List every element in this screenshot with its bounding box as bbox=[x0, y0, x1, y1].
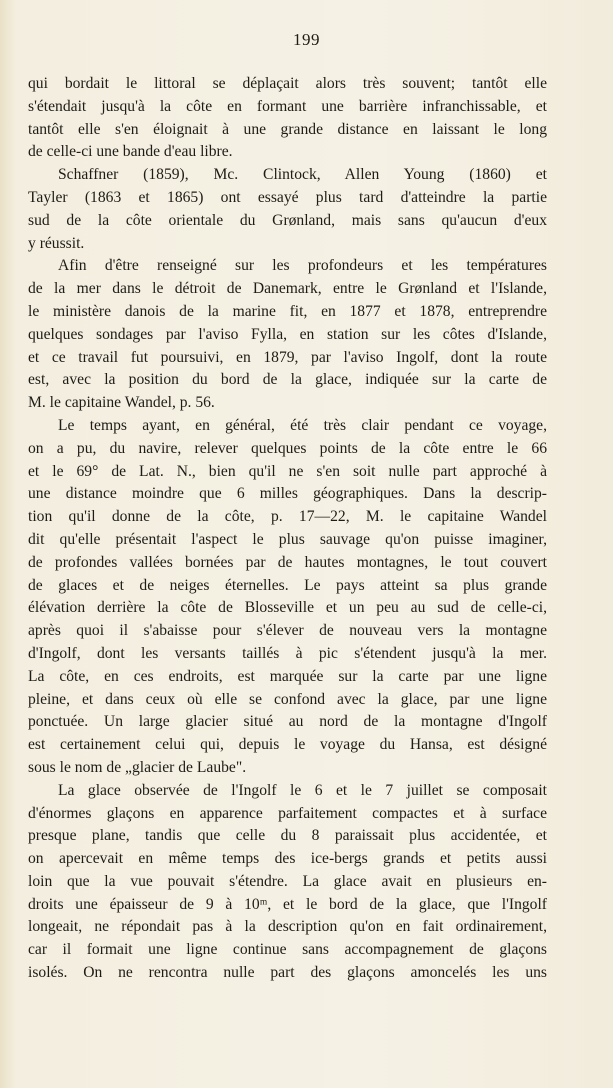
text-line: Tayler (1863 et 1865) ont essayé plus tard d'atteindre la partie bbox=[28, 188, 547, 206]
text-line: est certainement celui qui, depuis le voyage du Hansa, est désigné bbox=[28, 736, 547, 754]
text-line: loin que la vue pouvait s'étendre. La glace avait en plusieurs en- bbox=[28, 872, 547, 890]
text-line: quelques sondages par l'aviso Fylla, en station sur les côtes d'Islande, bbox=[28, 325, 547, 343]
text-line: presque plane, tandis que celle du 8 paraissait plus accidentée, et bbox=[28, 827, 547, 845]
text-line: d'énormes glaçons en apparence parfaitement compactes et à surface bbox=[28, 804, 547, 822]
text-line: droits une épaisseur de 9 à 10ᵐ, et le bord de la glace, que l'Ingolf bbox=[28, 895, 547, 913]
text-line: dit qu'elle présentait l'aspect le plus sauvage qu'on puisse imaginer, bbox=[28, 530, 547, 548]
text-line: une distance moindre que 6 milles géographiques. Dans la descrip- bbox=[28, 485, 547, 503]
text-line: sous le nom de „glacier de Laube". bbox=[28, 758, 247, 776]
text-line: La glace observée de l'Ingolf le 6 et le 7 juillet se composait bbox=[58, 781, 547, 799]
text-line: après quoi il s'abaisse pour s'élever de nouveau vers la montagne bbox=[28, 622, 547, 640]
text-line: tantôt elle s'en éloignait à une grande distance en laissant le long bbox=[28, 120, 547, 138]
text-line: et le 69° de Lat. N., bien qu'il ne s'en soit nulle part approché à bbox=[28, 462, 547, 480]
body-text bbox=[28, 73, 547, 985]
text-line: et ce travail fut poursuivi, en 1879, par l'aviso Ingolf, dont la route bbox=[28, 348, 547, 366]
text-line: de la mer dans le détroit de Danemark, entre le Grønland et l'Islande, bbox=[28, 280, 547, 298]
text-line: d'Ingolf, dont les versants taillés à pic s'étendent jusqu'à la mer. bbox=[28, 644, 547, 662]
text-line: s'étendait jusqu'à la côte en formant une barrière infranchissable, et bbox=[28, 97, 547, 115]
text-line: on a pu, du navire, relever quelques points de la côte entre le 66 bbox=[28, 439, 547, 457]
text-line: est, avec la position du bord de la glace, indiquée sur la carte de bbox=[28, 371, 547, 389]
text-line: on apercevait en même temps des ice-bergs grands et petits aussi bbox=[28, 850, 547, 868]
text-line: longeait, ne répondait pas à la description qu'on en fait ordinairement, bbox=[28, 918, 547, 936]
page-number: 199 bbox=[293, 30, 320, 49]
text-line: tion qu'il donne de la côte, p. 17—22, M. le capitaine Wandel bbox=[28, 508, 547, 526]
text-line: Afin d'être renseigné sur les profondeurs et les températures bbox=[58, 257, 547, 275]
text-line: pleine, et dans ceux où elle se confond avec la glace, par une ligne bbox=[28, 690, 547, 708]
text-line: de profondes vallées bornées par de hautes montagnes, le tout couvert bbox=[28, 553, 547, 571]
text-line: le ministère danois de la marine fit, en 1877 et 1878, entreprendre bbox=[28, 302, 547, 320]
text-line: y réussit. bbox=[28, 234, 85, 252]
text-line: La côte, en ces endroits, est marquée sur la carte par une ligne bbox=[28, 667, 547, 685]
text-line: sud de la côte orientale du Grønland, mais sans qu'aucun d'eux bbox=[28, 211, 547, 229]
text-line: M. le capitaine Wandel, p. 56. bbox=[28, 394, 215, 412]
text-line: isolés. On ne rencontra nulle part des glaçons amoncelés les uns bbox=[28, 964, 547, 982]
text-line: ponctuée. Un large glacier situé au nord de la montagne d'Ingolf bbox=[28, 713, 547, 731]
text-line: Le temps ayant, en général, été très clair pendant ce voyage, bbox=[58, 416, 547, 434]
text-line: Schaffner (1859), Mc. Clintock, Allen Young (1860) et bbox=[58, 166, 547, 184]
text-line: de celle-ci une bande d'eau libre. bbox=[28, 143, 233, 161]
text-line: car il formait une ligne continue sans accompagnement de glaçons bbox=[28, 941, 547, 959]
text-line: de glaces et de neiges éternelles. Le pays atteint sa plus grande bbox=[28, 576, 547, 594]
text-line: élévation derrière la côte de Blosseville et un peu au sud de celle-ci, bbox=[28, 599, 547, 617]
text-line: qui bordait le littoral se déplaçait alors très souvent; tantôt elle bbox=[28, 75, 547, 92]
